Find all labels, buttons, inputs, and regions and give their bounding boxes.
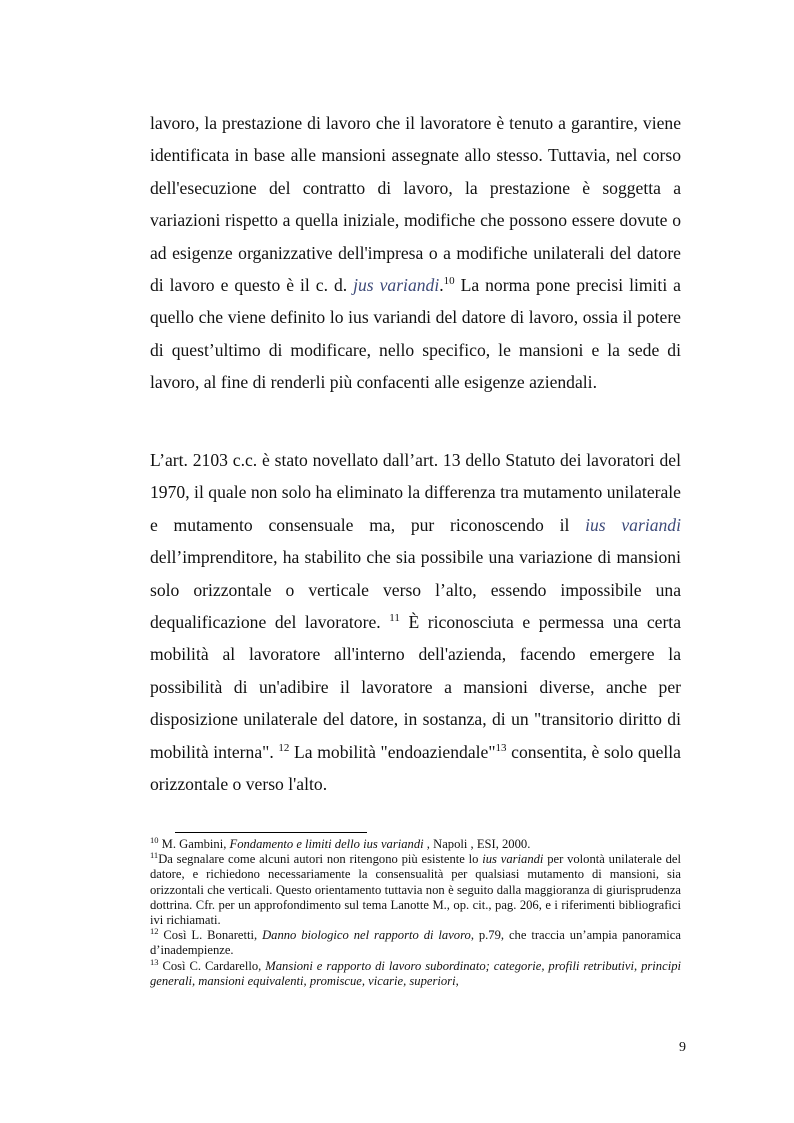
footnote-number: 13 (150, 956, 159, 967)
footnote-number: 12 (150, 926, 159, 937)
footnote-italic: Fondamento e limiti dello ius variandi (229, 837, 424, 851)
footnote-italic: ius variandi (482, 852, 544, 867)
paragraph-text: lavoro, la prestazione di lavoro che il lavoratore è tenuto a garantire, viene identificata in base alle mansioni assegnate allo stesso. Tuttavia, nel corso dell'esecuzione del contratto di lavoro, la prestazione è soggetta a variazioni rispetto a quella iniziale, modifiche che possono essere dovute o ad esigenze organizzative dell'impresa o a modifiche unilaterali del datore di lavoro e questo è il c. d. (150, 113, 681, 296)
footnote-number: 11 (150, 850, 159, 861)
body-paragraph-1 (150, 107, 681, 399)
footnote-italic: Danno biologico nel rapporto di lavoro (262, 928, 471, 943)
footnotes (150, 834, 681, 989)
footnote-11 (150, 852, 681, 928)
footnote-text: per volontà unilaterale del datore, e richiedono necessariamente la consensualità per qualsiasi mutamento di mansioni, sia orizzontali che verticali. Questo orientamento tuttavia non è seguito dalla maggioranza di giurisprudenza dottrina. Cfr. per un approfondimento sul tema Lanotte M., op. cit., pag. 206, e i riferimenti bibliografici ivi richiamati. (150, 852, 681, 928)
paragraph-text: È riconosciuta e permessa una certa mobilità al lavoratore all'interno dell'azienda, facendo emergere la possibilità di un'adibire il lavoratore a mansioni diverse, anche per disposizione unilaterale del datore, in sostanza, di un "transitorio diritto di mobilità interna". (150, 612, 681, 762)
footnote-text: , p.79, che traccia un’ampia panoramica d’inadempienze. (150, 928, 681, 958)
footnote-reference[interactable]: 12 (278, 741, 290, 754)
body-paragraph-2 (150, 444, 681, 800)
footnote-13 (150, 956, 681, 989)
footnote-number: 10 (150, 834, 159, 845)
paragraph-text: . (439, 275, 444, 296)
footnote-italic: Mansioni e rapporto di lavoro subordinato; categorie, profili retributivi, principi generali, mansioni equivalenti, promiscue, vicarie, superiori, (150, 958, 681, 988)
page-number: 9 (679, 1040, 686, 1055)
footnote-reference[interactable]: 10 (443, 275, 455, 288)
paragraph-text: La norma pone precisi limiti a quello che viene definito lo ius variandi del datore di lavoro, ossia il potere di quest’ultimo di modificare, nello specifico, le mansioni e la sede di lavoro, al fine di renderli più confacenti alle esigenze aziendali. (150, 275, 681, 393)
footnote-separator (175, 832, 367, 833)
paragraph-text: consentita, è solo quella orizzontale o verso l'alto. (150, 741, 681, 795)
footnote-text: M. Gambini, (158, 837, 230, 851)
footnote-reference[interactable]: 13 (495, 741, 507, 754)
footnote-10 (150, 834, 681, 852)
paragraph-text: dell’imprenditore, ha stabilito che sia possibile una variazione di mansioni solo orizzontale o verticale verso l’alto, essendo impossibile una dequalificazione del lavoratore. (150, 547, 681, 633)
italic-term: jus variandi (353, 275, 440, 296)
footnote-12 (150, 928, 681, 958)
footnote-reference[interactable]: 11 (389, 612, 400, 625)
footnote-text: , Napoli , ESI, 2000. (423, 837, 531, 851)
italic-term: ius variandi (585, 514, 681, 535)
footnote-text: Così L. Bonaretti, (158, 928, 263, 943)
paragraph-text: L’art. 2103 c.c. è stato novellato dall’art. 13 dello Statuto dei lavoratori del 1970, il quale non solo ha eliminato la differenza tra mutamento unilaterale e mutamento consensuale ma, pur riconoscendo il (150, 450, 681, 535)
footnote-text: Così C. Cardarello, (158, 958, 266, 973)
paragraph-text: La mobilità "endoaziendale" (289, 741, 496, 762)
footnote-text: Da segnalare come alcuni autori non ritengono più esistente lo (158, 852, 483, 867)
